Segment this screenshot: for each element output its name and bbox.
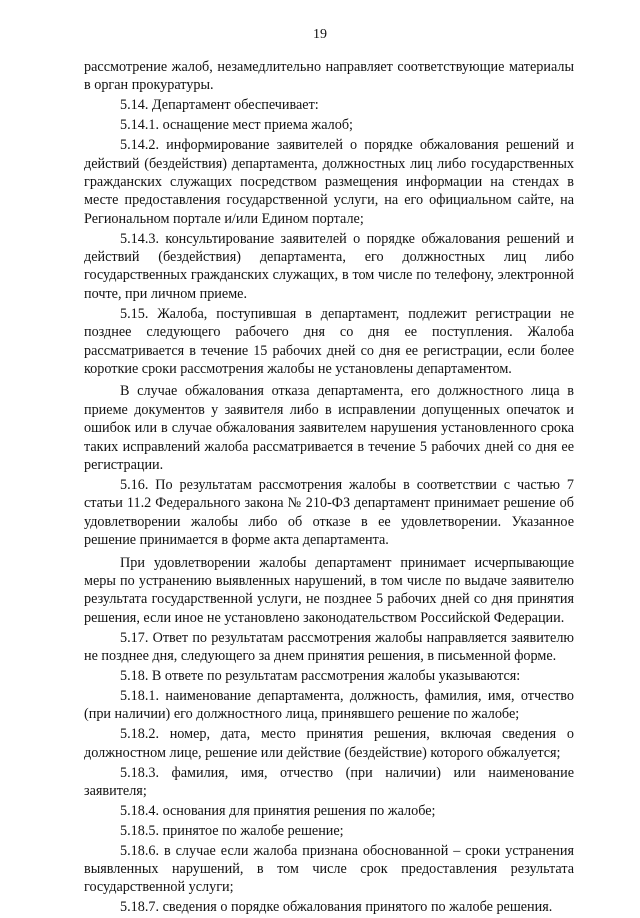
page-number: 19 [313,27,327,42]
paragraph-5-18-6: 5.18.6. в случае если жалоба признана обоснованной – сроки устранения выявленных нарушений, в том числе срок предоставления результата государственной услуги; [84,842,574,896]
paragraph-5-18-1: 5.18.1. наименование департамента, должность, фамилия, имя, отчество (при наличии) его должностного лица, принявшего решение по жалобе; [84,687,574,723]
paragraph-5-18-4: 5.18.4. основания для принятия решения по жалобе; [120,802,436,819]
paragraph-5-15: 5.15. Жалоба, поступившая в департамент, подлежит регистрации не позднее следующего рабочего дня со дня ее поступления. Жалоба рассматривается в течение 15 рабочих дней со дня ее регистрации, если более короткие сроки рассмотрения жалобы не установлены департаментом. [84,305,574,377]
paragraph-5-18: 5.18. В ответе по результатам рассмотрения жалобы указываются: [120,668,521,684]
paragraph-5-14-1: 5.14.1. оснащение мест приема жалоб; [120,117,353,134]
paragraph-5-15-refusal-case: В случае обжалования отказа департамента, его должностного лица в приеме документов у заявителя либо в исправлении допущенных опечаток и ошибок или в случае обжалования заявителем нарушения установленного срока таких исправлений жалоба рассматривается в течение 5 рабочих дней со дня ее регистрации. [84,383,574,474]
paragraph-5-18-2: 5.18.2. номер, дата, место принятия решения, включая сведения о должностном лице, решение или действие (бездействие) которого обжалуется; [84,726,574,761]
paragraph-5-18-3: 5.18.3. фамилия, имя, отчество (при наличии) или наименование заявителя; [84,764,574,799]
paragraph-5-16-satisfaction: При удовлетворении жалобы департамент принимает исчерпывающие меры по устранению выявленных нарушений, в том числе по выдаче заявителю результата государственной услуги, не позднее 5 рабочих дней со дня принятия решения, если иное не установлено законодательством Российской Федерации. [84,554,574,626]
paragraph-5-17: 5.17. Ответ по результатам рассмотрения жалобы направляется заявителю не позднее дня, следующего за днем принятия решения, в письменной форме. [84,629,574,665]
paragraph-5-16: 5.16. По результатам рассмотрения жалобы в соответствии с частью 7 статьи 11.2 Федерального закона № 210-ФЗ департамент принимает решение об удовлетворении жалобы либо об отказе в ее удовлетворении. Указанное решение принимается в форме акта департамента. [84,476,574,549]
paragraph-5-14-2: 5.14.2. информирование заявителей о порядке обжалования решений и действий (бездействия) департамента, должностных лиц либо государственных гражданских служащих посредством размещения информации на стендах в месте предоставления государственной услуги, на его официальном сайте, на Региональном портале и/или Едином портале; [84,137,574,227]
paragraph-5-18-5: 5.18.5. принятое по жалобе решение; [120,822,344,839]
document-body [84,58,574,918]
paragraph-5-18-7: 5.18.7. сведения о порядке обжалования принятого по жалобе решения. [120,899,553,916]
paragraph-5-14-3: 5.14.3. консультирование заявителей о порядке обжалования решений и действий (бездействия) департамента, его должностных лиц либо государственных гражданских служащих, в том числе по телефону, электронной почте, при личном приеме. [84,230,574,302]
paragraph-5-14: 5.14. Департамент обеспечивает: [120,97,319,114]
paragraph-continuation: рассмотрение жалоб, незамедлительно направляет соответствующие материалы в орган прокуратуры. [84,59,574,94]
